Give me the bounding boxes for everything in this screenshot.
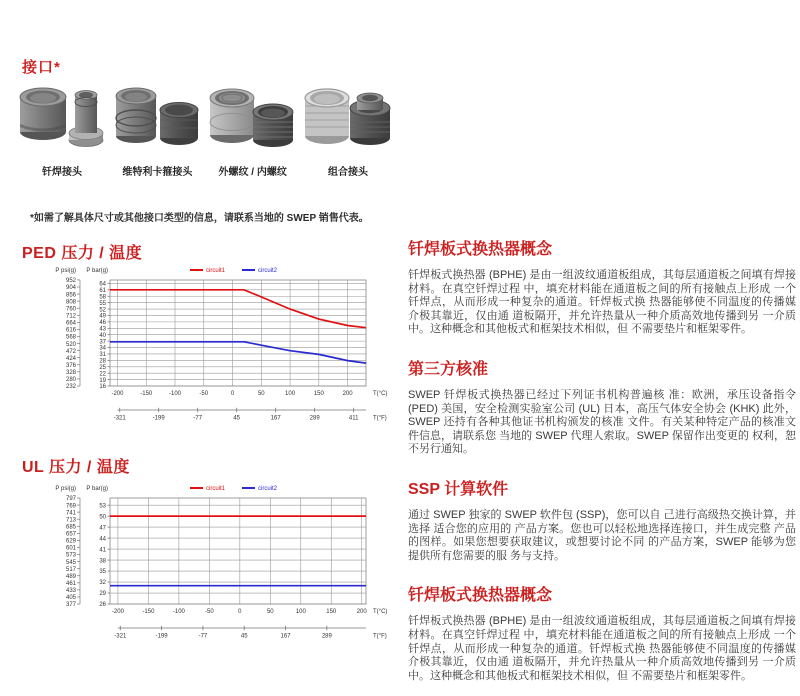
svg-text:808: 808 — [65, 299, 76, 306]
svg-text:904: 904 — [65, 285, 76, 292]
svg-text:520: 520 — [65, 341, 76, 348]
svg-text:47: 47 — [99, 525, 106, 532]
svg-text:472: 472 — [65, 348, 76, 355]
section-title-bphe-concept: 钎焊板式换热器概念 — [408, 241, 553, 258]
svg-text:41: 41 — [99, 547, 106, 554]
section-body-third-party-approvals: SWEP 钎焊板式换热器已经过下列证书机构普遍核 准：欧洲，承压设备指令 (PED) 美国，安全检测实验室公司 (UL) 日本，高压气体安全协会 (KHK) 此外，SWEP 还持有各种其他证书机构颁发的核准 文件。有关某种特定产品的核准文件信息，请联系您 当地的 SWEP 代理人索取。SWEP 保留作出变更的 权利，恕不另行通知。 — [408, 388, 796, 456]
svg-text:433: 433 — [65, 588, 76, 595]
svg-text:64: 64 — [99, 281, 106, 288]
svg-text:50: 50 — [257, 391, 265, 397]
svg-text:100: 100 — [295, 609, 306, 615]
svg-text:616: 616 — [65, 327, 76, 334]
svg-text:T(°F): T(°F) — [373, 633, 387, 640]
svg-text:573: 573 — [65, 552, 76, 559]
ul-pressure-temperature-chart — [52, 482, 392, 644]
svg-text:49: 49 — [99, 313, 106, 320]
svg-text:664: 664 — [65, 320, 76, 327]
svg-text:32: 32 — [99, 580, 106, 587]
svg-text:712: 712 — [65, 313, 76, 320]
svg-text:0: 0 — [230, 391, 235, 397]
svg-text:-150: -150 — [142, 609, 155, 615]
svg-text:200: 200 — [342, 391, 353, 397]
connection-images-row — [16, 80, 394, 158]
svg-text:45: 45 — [240, 633, 248, 640]
svg-text:376: 376 — [65, 362, 76, 369]
svg-text:40: 40 — [99, 332, 106, 339]
svg-text:405: 405 — [65, 595, 76, 602]
svg-text:601: 601 — [65, 545, 76, 552]
svg-text:461: 461 — [65, 581, 76, 588]
svg-text:741: 741 — [65, 510, 76, 517]
svg-text:-321: -321 — [114, 633, 127, 640]
svg-text:769: 769 — [65, 503, 76, 510]
svg-text:100: 100 — [285, 391, 296, 397]
svg-text:200: 200 — [356, 609, 367, 615]
svg-text:952: 952 — [65, 278, 76, 285]
svg-text:-50: -50 — [199, 391, 209, 397]
svg-text:629: 629 — [65, 538, 76, 545]
svg-text:P bar(g): P bar(g) — [86, 268, 108, 275]
section-body-bphe-concept: 钎焊板式换热器 (BPHE) 是由一组波纹通道板组成，其每层通道板之间填有焊接材料。在真空钎焊过程 中，填充材料能在通道板之间的所有接触点上形成 一个钎焊点，从而形成一种复杂的通道。钎焊板式换 热器能够使不同温度的传播媒介极其靠近，仅由通 道板隔开，并允许热量从一种介质高效地传播到另 一介质中。这种概念和其他板式和框架技术相似，但 不需要垫片和框架零件。 — [408, 269, 796, 336]
svg-text:760: 760 — [65, 306, 76, 313]
svg-text:P psi(g): P psi(g) — [55, 268, 76, 275]
svg-text:150: 150 — [326, 609, 337, 615]
svg-text:26: 26 — [99, 602, 106, 609]
svg-text:856: 856 — [65, 292, 76, 299]
svg-text:-150: -150 — [140, 391, 153, 397]
svg-text:44: 44 — [99, 536, 106, 543]
connections-title: 接口* — [22, 59, 61, 76]
svg-text:0: 0 — [238, 609, 242, 615]
connection-label-victaulic: 维特利卡箍接头 — [122, 167, 193, 178]
svg-text:-77: -77 — [198, 633, 208, 640]
ul-chart-title: UL 压力 / 温度 — [22, 459, 130, 476]
svg-text:circuit2: circuit2 — [258, 268, 278, 275]
svg-text:circuit1: circuit1 — [206, 268, 226, 275]
svg-text:167: 167 — [270, 415, 281, 422]
svg-text:232: 232 — [65, 384, 76, 391]
ped-chart-title: PED 压力 / 温度 — [22, 245, 143, 262]
combination-connection-image — [302, 80, 394, 158]
svg-text:P bar(g): P bar(g) — [86, 486, 108, 493]
svg-text:167: 167 — [280, 633, 291, 640]
svg-text:-321: -321 — [113, 415, 126, 422]
svg-text:489: 489 — [65, 573, 76, 580]
svg-text:-200: -200 — [111, 391, 124, 397]
svg-text:28: 28 — [99, 358, 106, 365]
svg-text:289: 289 — [309, 415, 320, 422]
svg-text:289: 289 — [321, 633, 332, 640]
svg-text:55: 55 — [99, 300, 106, 307]
svg-text:517: 517 — [65, 566, 76, 573]
svg-text:713: 713 — [65, 517, 76, 524]
svg-text:657: 657 — [65, 531, 76, 538]
svg-text:328: 328 — [65, 370, 76, 377]
svg-text:50: 50 — [99, 514, 106, 521]
svg-text:-77: -77 — [193, 415, 203, 422]
svg-text:25: 25 — [99, 364, 106, 371]
svg-text:-199: -199 — [152, 415, 165, 422]
svg-text:61: 61 — [99, 288, 106, 295]
section-body-ssp-software: 通过 SWEP 独家的 SWEP 软件包 (SSP)，您可以自 己进行高级热交换计算，并选择 适合您的应用的 产品方案。您也可以轻松地选择连接口，并生成完整 产品的图样。如果您想要获取建议，或想要讨论不同 的产品方案，SWEP 能够为您提供所有您需要的服 务与支持。 — [408, 508, 796, 562]
svg-text:797: 797 — [65, 496, 76, 503]
svg-text:46: 46 — [99, 320, 106, 327]
brazed-connection-graphic — [16, 80, 108, 158]
svg-text:38: 38 — [99, 558, 106, 565]
connection-labels-row — [16, 163, 394, 178]
svg-text:685: 685 — [65, 524, 76, 531]
ped-pressure-temperature-chart — [52, 264, 392, 426]
svg-text:16: 16 — [99, 384, 106, 391]
svg-text:411: 411 — [348, 415, 359, 422]
svg-text:52: 52 — [99, 307, 106, 314]
svg-text:50: 50 — [266, 609, 274, 615]
svg-text:568: 568 — [65, 334, 76, 341]
combination-connection-graphic — [302, 80, 394, 158]
connection-label-combination: 组合接头 — [327, 167, 368, 178]
svg-text:-100: -100 — [172, 609, 185, 615]
svg-text:53: 53 — [99, 503, 106, 510]
svg-text:29: 29 — [99, 591, 106, 598]
section-title-third-party-approvals: 第三方核准 — [408, 360, 489, 378]
external-internal-thread-image — [207, 80, 299, 158]
right-column — [408, 236, 796, 696]
connection-label-thread: 外螺纹 / 内螺纹 — [218, 167, 287, 178]
svg-text:34: 34 — [99, 345, 106, 352]
svg-text:58: 58 — [99, 294, 106, 301]
svg-text:31: 31 — [99, 352, 106, 359]
svg-text:T(°C): T(°C) — [373, 391, 388, 397]
svg-text:-200: -200 — [111, 609, 124, 615]
svg-text:377: 377 — [65, 602, 76, 609]
section-body-bphe-concept-2: 钎焊板式换热器 (BPHE) 是由一组波纹通道板组成，其每层通道板之间填有焊接材料。在真空钎焊过程 中，填充材料能在通道板之间的所有接触点上形成 一个钎焊点，从而形成一种复杂的通道。钎焊板式换 热器能够使不同温度的传播媒介极其靠近，仅由通 道板隔开，并允许热量从一种介质高效地传播到另 一介质中。这种概念和其他板式和框架技术相似，但 不需要垫片和框架零件。 — [408, 615, 796, 682]
svg-text:43: 43 — [99, 326, 106, 333]
svg-text:T(°F): T(°F) — [373, 415, 387, 422]
brazed-connection-image — [16, 80, 108, 158]
svg-text:circuit1: circuit1 — [206, 486, 226, 493]
connections-footnote: *如需了解具体尺寸或其他接口类型的信息，请联系当地的 SWEP 销售代表。 — [30, 213, 369, 224]
svg-text:-199: -199 — [155, 633, 168, 640]
svg-text:45: 45 — [233, 415, 241, 422]
svg-text:35: 35 — [99, 569, 106, 576]
thread-connection-graphic — [207, 80, 299, 158]
svg-text:545: 545 — [65, 559, 76, 566]
svg-text:22: 22 — [99, 371, 106, 378]
svg-text:-50: -50 — [205, 609, 214, 615]
section-title-ssp-software: SSP 计算软件 — [408, 480, 509, 498]
victaulic-connection-graphic — [111, 80, 203, 158]
connection-label-brazed: 钎焊接头 — [42, 167, 82, 178]
svg-text:circuit2: circuit2 — [258, 486, 278, 493]
victaulic-connection-image — [111, 80, 203, 158]
svg-text:150: 150 — [313, 391, 324, 397]
svg-text:424: 424 — [65, 355, 76, 362]
svg-text:37: 37 — [99, 339, 106, 346]
svg-text:280: 280 — [65, 377, 76, 384]
svg-text:T(°C): T(°C) — [373, 609, 388, 615]
svg-text:P psi(g): P psi(g) — [55, 486, 76, 493]
svg-text:19: 19 — [99, 377, 106, 384]
svg-text:-100: -100 — [168, 391, 182, 397]
section-title-bphe-concept-2: 钎焊板式换热器概念 — [408, 587, 553, 605]
